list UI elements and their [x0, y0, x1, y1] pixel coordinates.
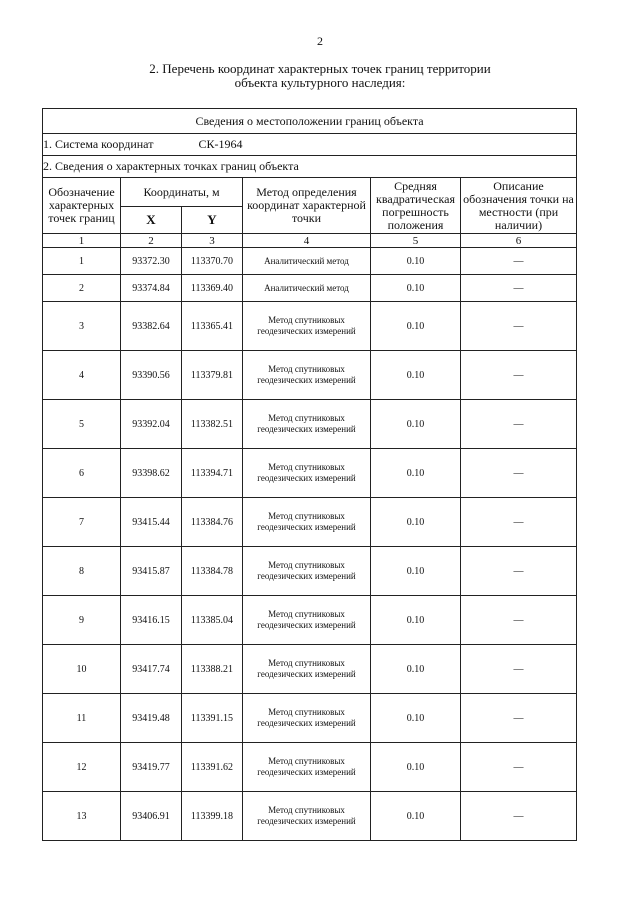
point-number-cell: 2 [43, 275, 121, 302]
table-row [43, 743, 577, 792]
method-cell: Метод спутниковых геодезических измерений [243, 792, 371, 841]
x-coordinate-cell: 93398.62 [121, 449, 182, 498]
method-cell: Метод спутниковых геодезических измерений [243, 547, 371, 596]
point-number-cell: 7 [43, 498, 121, 547]
point-number-cell: 10 [43, 645, 121, 694]
error-cell: 0.10 [371, 645, 461, 694]
point-number-cell: 3 [43, 302, 121, 351]
x-coordinate-cell: 93417.74 [121, 645, 182, 694]
description-cell: — [461, 694, 577, 743]
coordinate-system-value: СК-1964 [198, 137, 243, 151]
table-title: Сведения о местоположении границ объекта [43, 109, 577, 134]
x-coordinate-cell: 93382.64 [121, 302, 182, 351]
column-number: 3 [182, 234, 243, 248]
x-coordinate-cell: 93390.56 [121, 351, 182, 400]
coordinates-table [42, 108, 577, 841]
y-coordinate-cell: 113379.81 [182, 351, 243, 400]
y-coordinate-cell: 113394.71 [182, 449, 243, 498]
page-number: 2 [317, 34, 323, 48]
x-coordinate-cell: 93415.87 [121, 547, 182, 596]
error-cell: 0.10 [371, 498, 461, 547]
y-coordinate-cell: 113365.41 [182, 302, 243, 351]
error-cell: 0.10 [371, 248, 461, 275]
error-cell: 0.10 [371, 351, 461, 400]
description-cell: — [461, 248, 577, 275]
description-cell: — [461, 302, 577, 351]
table-row [43, 248, 577, 275]
point-number-cell: 8 [43, 547, 121, 596]
error-cell: 0.10 [371, 743, 461, 792]
method-cell: Аналитический метод [243, 248, 371, 275]
table-row [43, 547, 577, 596]
y-coordinate-cell: 113370.70 [182, 248, 243, 275]
heading-line-1: 2. Перечень координат характерных точек границ территории [149, 61, 491, 76]
description-cell: — [461, 792, 577, 841]
point-number-cell: 11 [43, 694, 121, 743]
header-point: Обозначение характерных точек границ [43, 178, 121, 234]
document-heading [0, 62, 640, 90]
x-coordinate-cell: 93419.48 [121, 694, 182, 743]
x-coordinate-cell: 93406.91 [121, 792, 182, 841]
description-cell: — [461, 449, 577, 498]
column-number: 4 [243, 234, 371, 248]
y-coordinate-cell: 113385.04 [182, 596, 243, 645]
point-number-cell: 6 [43, 449, 121, 498]
heading-line-2: объекта культурного наследия: [234, 75, 406, 90]
error-cell: 0.10 [371, 547, 461, 596]
error-cell: 0.10 [371, 302, 461, 351]
error-cell: 0.10 [371, 275, 461, 302]
method-cell: Метод спутниковых геодезических измерений [243, 498, 371, 547]
y-coordinate-cell: 113382.51 [182, 400, 243, 449]
column-number-row [43, 234, 577, 248]
header-error: Средняя квадратическая погрешность положения [371, 178, 461, 234]
description-cell: — [461, 275, 577, 302]
header-x: X [121, 207, 182, 234]
table-row [43, 351, 577, 400]
y-coordinate-cell: 113391.62 [182, 743, 243, 792]
column-number: 5 [371, 234, 461, 248]
coordinate-system-row [43, 134, 577, 156]
coordinate-system-label: 1. Система координат [43, 137, 154, 151]
table-row [43, 400, 577, 449]
section-label: 2. Сведения о характерных точках границ объекта [43, 156, 577, 178]
description-cell: — [461, 351, 577, 400]
method-cell: Метод спутниковых геодезических измерений [243, 400, 371, 449]
point-number-cell: 12 [43, 743, 121, 792]
column-number: 1 [43, 234, 121, 248]
error-cell: 0.10 [371, 792, 461, 841]
table-row [43, 694, 577, 743]
y-coordinate-cell: 113391.15 [182, 694, 243, 743]
method-cell: Метод спутниковых геодезических измерений [243, 694, 371, 743]
point-number-cell: 9 [43, 596, 121, 645]
method-cell: Метод спутниковых геодезических измерений [243, 302, 371, 351]
description-cell: — [461, 400, 577, 449]
table-row [43, 645, 577, 694]
error-cell: 0.10 [371, 449, 461, 498]
y-coordinate-cell: 113388.21 [182, 645, 243, 694]
x-coordinate-cell: 93392.04 [121, 400, 182, 449]
y-coordinate-cell: 113369.40 [182, 275, 243, 302]
column-number: 6 [461, 234, 577, 248]
point-number-cell: 13 [43, 792, 121, 841]
description-cell: — [461, 596, 577, 645]
description-cell: — [461, 498, 577, 547]
method-cell: Метод спутниковых геодезических измерений [243, 449, 371, 498]
header-coordinates: Координаты, м [121, 178, 243, 207]
error-cell: 0.10 [371, 596, 461, 645]
method-cell: Аналитический метод [243, 275, 371, 302]
error-cell: 0.10 [371, 694, 461, 743]
table-row [43, 449, 577, 498]
table-row [43, 302, 577, 351]
description-cell: — [461, 547, 577, 596]
x-coordinate-cell: 93416.15 [121, 596, 182, 645]
x-coordinate-cell: 93415.44 [121, 498, 182, 547]
table-row [43, 498, 577, 547]
description-cell: — [461, 743, 577, 792]
table-row [43, 275, 577, 302]
method-cell: Метод спутниковых геодезических измерений [243, 743, 371, 792]
method-cell: Метод спутниковых геодезических измерений [243, 596, 371, 645]
header-y: Y [182, 207, 243, 234]
error-cell: 0.10 [371, 400, 461, 449]
x-coordinate-cell: 93419.77 [121, 743, 182, 792]
method-cell: Метод спутниковых геодезических измерений [243, 645, 371, 694]
y-coordinate-cell: 113384.76 [182, 498, 243, 547]
point-number-cell: 4 [43, 351, 121, 400]
header-description: Описание обозначения точки на местности (при наличии) [461, 178, 577, 234]
y-coordinate-cell: 113399.18 [182, 792, 243, 841]
x-coordinate-cell: 93372.30 [121, 248, 182, 275]
column-number: 2 [121, 234, 182, 248]
table-row [43, 792, 577, 841]
method-cell: Метод спутниковых геодезических измерений [243, 351, 371, 400]
point-number-cell: 5 [43, 400, 121, 449]
x-coordinate-cell: 93374.84 [121, 275, 182, 302]
description-cell: — [461, 645, 577, 694]
point-number-cell: 1 [43, 248, 121, 275]
y-coordinate-cell: 113384.78 [182, 547, 243, 596]
table-row [43, 596, 577, 645]
header-method: Метод определения координат характерной точки [243, 178, 371, 234]
